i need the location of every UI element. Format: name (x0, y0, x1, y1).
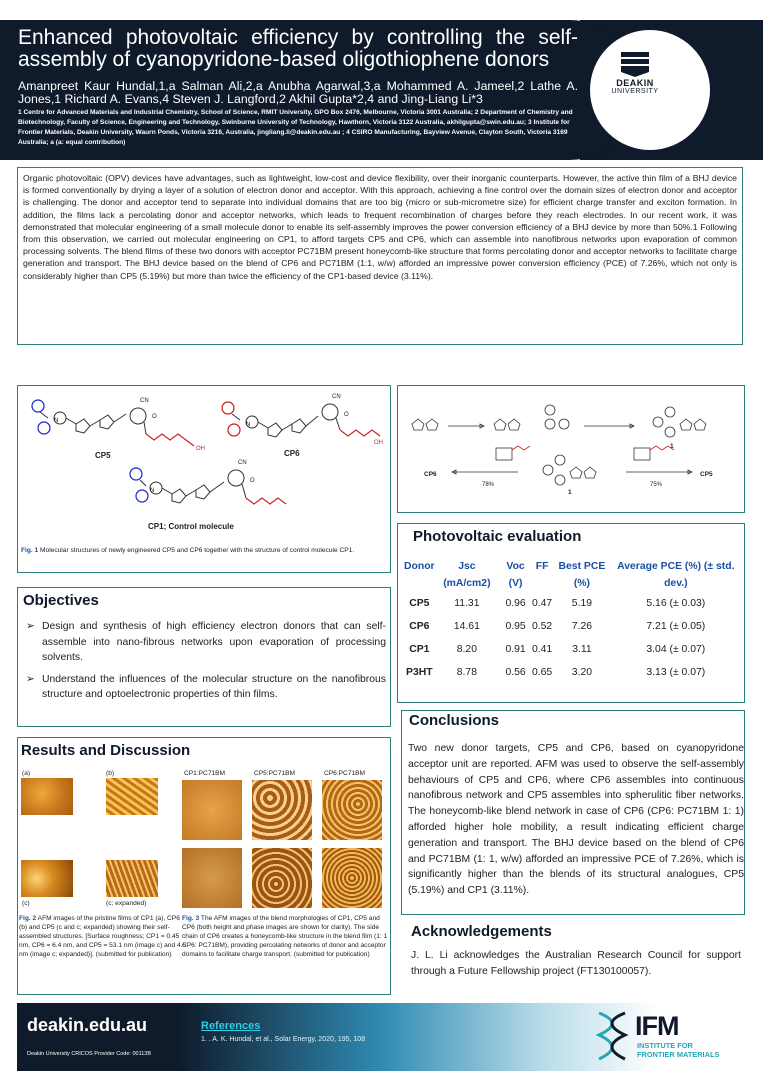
table-row (404, 638, 740, 661)
table-cell: 0.91 (505, 644, 526, 655)
scheme-yield-cp6: 78% (482, 482, 495, 488)
atom-o-cp5: O (152, 414, 157, 420)
fig2-panel-label-b: (b) (106, 770, 115, 777)
deakin-logo (600, 50, 670, 95)
affiliations: 1 Centre for Advanced Materials and Industrial Chemistry, School of Science, RMIT University, GPO Box 2476, Melbourne, Victoria 3001 Australia; 2 Department of Chemistry and Biotechnology, Faculty of Science, Engineering and Technology, Swinburne University of Technology, Hawthorn, Victoria 3122 Australia, akhilgupta@swin.edu.au; 3 Institute for Frontier Materials, Deakin University, Waurn Ponds, Victoria 3216, Australia, jingliang.li@deakin.edu.au ; 4 CSIRO Manufacturing, Bayview Avenue, Clayton South, Victoria 3169 Australia; a (a: equal contribution) (18, 109, 573, 146)
afm-image-c (21, 860, 73, 897)
table-cell: 0.95 (505, 621, 526, 632)
scheme-label-1-top: 1 (670, 443, 674, 450)
figure-2-caption-text: AFM images of the pristine films of CP1 (a), CP6 (b) and CP5 (c and c; expanded) showing their self-assembled structures. [Surface roughness; CP1 = 0.45 nm, CP6 = 6.4 nm, and CP5 = 53.1 nm (image c) and 4.5 nm (image c; expanded)]. (submitted for publication) (19, 915, 187, 958)
fig3-panel-label-cp5: CP5:PC71BM (254, 770, 296, 777)
table-cell: P3HT (406, 667, 433, 678)
table-cell: 0.56 (505, 667, 526, 678)
deakin-logo-word: DEAKIN (616, 78, 654, 88)
table-cell: 0.96 (505, 598, 526, 609)
table-cell: 5.16 (± 0.03) (646, 598, 706, 609)
synthesis-scheme (397, 385, 745, 513)
ifm-logo-word: IFM (635, 1011, 679, 1041)
scheme-yield-cp5: 75% (650, 482, 663, 488)
atom-oh-cp6: OH (374, 440, 383, 446)
afm-blend-cp5-phase (252, 848, 312, 908)
acknowledgements-text: J. L. Li acknowledges the Australian Research Council for support through a Future Fellowship project (FT130100057). (411, 950, 741, 977)
atom-cn-cp5: CN (140, 398, 149, 404)
figure-2-caption (19, 914, 187, 959)
scheme-label-cp6: CP6 (424, 471, 437, 478)
figure-2-caption-prefix: Fig. 2 (19, 915, 37, 922)
afm-image-a (21, 778, 73, 815)
column-header: FF (535, 561, 549, 572)
footer-url[interactable]: deakin.edu.au (27, 1015, 148, 1035)
atom-oh-cp5: OH (196, 446, 205, 452)
author-list: Amanpreet Kaur Hundal,1,a Salman Ali,2,a Anubha Agarwal,3,a Mohammed A. Jameel,2 Lathe A. Jones,1 Richard A. Evans,4 Steven J. Langford,2 Akhil Gupta*2,4 and Jing-Liang Li*3 (18, 79, 578, 106)
table-cell: 11.31 (454, 598, 480, 609)
atom-o-cp1: O (250, 478, 255, 484)
figure-3-caption (182, 914, 392, 959)
abstract-text: Organic photovoltaic (OPV) devices have advantages, such as lightweight, low-cost and device flexibility, over their inorganic counterparts. However, the active thin film of a BHJ device is formed conventionally by drying a layer of a solution of electron donor and acceptor. With this approach, achieving a fine control over the domain sizes of electron donor and acceptor is challenging. The donor and acceptor tend to separate into individual domains that are too big (micro or sub-micrometre size) for efficient charge transfer and exciton formation. In addition, the films lack a percolating donor and acceptor networks, which leads to frequent recombination of charges before they reach electrodes. In our recent work, it was demonstrated that molecular engineering of a small molecule donor to enable its self-assembly improves the power conversion efficiency of a BHJ device by more than 50%.1 Following from this observation, we carried out molecular engineering on CP1, to afford targets CP5 and CP6, which can assemble into nanofibrous networks upon evaporation of common processing solvents. The blend films of these two donors with acceptor PC71BM present honeycomb-like structure that forms percolating donor and acceptor networks to facilitate charge generation and transport. The BHJ device based on the blend of CP6 and PC71BM (1:1, w/w) afforded an impressive power conversion efficiency (PCE) of 7.26%, which not only is considerably higher than CP5 (5.19%) but more than twice the efficiency of the CP1-based device (3.11%). (23, 173, 737, 281)
scheme-label-cp5: CP5 (700, 471, 713, 478)
results-title: Results and Discussion (21, 742, 191, 759)
list-item (26, 619, 386, 666)
fig3-panel-label-cp6: CP6:PC71BM (324, 770, 366, 777)
synthesis-scheme-diagram (398, 386, 744, 512)
atom-cn-cp1: CN (238, 460, 247, 466)
label-cp1: CP1; Control molecule (148, 522, 234, 531)
table-row (404, 615, 740, 638)
figure-1-caption (21, 546, 387, 555)
atom-cn-cp6: CN (332, 394, 341, 400)
fig3-panel-label-cp1: CP1:PC71BM (184, 770, 226, 777)
label-cp5: CP5 (95, 451, 111, 460)
table-cell: 7.26 (571, 621, 593, 632)
fig2-panel-label-a: (a) (22, 770, 31, 777)
cricos-code: Deakin University CRICOS Provider Code: 00113B (27, 1051, 152, 1057)
table-cell: 14.61 (453, 621, 480, 632)
arrow-bullet-icon: ➢ (26, 621, 35, 632)
afm-blend-cp6-phase (322, 848, 382, 908)
deakin-crest-icon (615, 50, 655, 78)
scheme-label-1-bottom: 1 (568, 489, 572, 496)
objectives-title: Objectives (23, 592, 99, 609)
abstract-box (17, 167, 743, 345)
afm-image-c-expanded (106, 860, 158, 897)
photovoltaic-evaluation-section (397, 523, 745, 703)
table-cell: 0.47 (531, 598, 553, 609)
conclusions-title: Conclusions (409, 712, 500, 729)
table-cell: 0.65 (531, 667, 553, 678)
table-cell: CP6 (409, 621, 430, 632)
atom-n-cp1: N (150, 488, 155, 494)
pv-title: Photovoltaic evaluation (413, 528, 582, 545)
table-cell: 0.41 (531, 644, 553, 655)
fig2-panel-label-c-expanded: (c; expanded) (106, 900, 147, 907)
poster-title: Enhanced photovoltaic efficiency by controlling the self-assembly of cyanopyridone-based oligothiophene donors (18, 26, 578, 71)
table-cell: 7.21 (± 0.05) (646, 621, 706, 632)
table-cell: 8.78 (456, 667, 477, 678)
afm-blend-cp1-phase (182, 848, 242, 908)
objectives-list (26, 619, 386, 709)
ifm-logo-sub (637, 1042, 719, 1059)
label-cp6: CP6 (284, 449, 300, 458)
conclusions-section (401, 710, 745, 915)
table-cell: 5.19 (571, 598, 593, 609)
table-cell: CP1 (409, 644, 430, 655)
column-header: Best PCE (%) (558, 561, 606, 589)
objective-text: Understand the influences of the molecular structure on the nanofibrous structure and optoelectronic properties of thin films. (42, 673, 386, 700)
afm-blend-cp5-height (252, 780, 312, 840)
afm-image-b (106, 778, 158, 815)
table-cell: 3.20 (571, 667, 593, 678)
table-cell: 0.52 (531, 621, 553, 632)
figure-3-caption-prefix: Fig. 3 (182, 915, 200, 922)
column-header: Voc (V) (506, 561, 525, 589)
afm-blend-cp1-height (182, 780, 242, 840)
column-header: Donor (404, 561, 435, 572)
table-row (404, 661, 740, 684)
references-title: References (201, 1020, 261, 1032)
pv-table (404, 558, 740, 684)
list-item (26, 672, 386, 703)
figure-1-caption-text: Molecular structures of newly engineered CP5 and CP6 together with the structure of control molecule CP1. (38, 547, 355, 554)
afm-blend-cp6-height (322, 780, 382, 840)
reference-item: 1. . A. K. Hundal, et al., Solar Energy, 2020, 195, 108 (201, 1036, 366, 1043)
table-cell: 3.11 (572, 644, 592, 655)
molecular-structures-diagram (18, 386, 390, 546)
fig2-panel-label-c: (c) (22, 900, 30, 907)
ifm-helix-icon (593, 1009, 631, 1065)
atom-o-cp6: O (344, 412, 349, 418)
atom-n-cp6: N (246, 422, 251, 428)
poster-footer (17, 1003, 745, 1071)
column-header: Jsc (mA/cm2) (443, 561, 491, 589)
ifm-logo (593, 1009, 743, 1067)
table-cell: 3.04 (± 0.07) (646, 644, 706, 655)
objective-text: Design and synthesis of high efficiency electron donors that can self-assemble into nano-fibrous networks upon evaporation of processing solvents. (42, 621, 386, 663)
table-header-row (404, 558, 740, 592)
figure-3-caption-text: The AFM images of the blend morphologies of CP1, CP5 and CP6 (both height and phase images are shown for clarity). The side chain of CP6 creates a honeycomb-like structure in the blend film (1: 1 CP6: PC71BM), providing percolating networks of donor and acceptor domains to facilitate charge transport. (submitted for publication) (182, 915, 388, 958)
acknowledgements-title: Acknowledgements (411, 923, 552, 940)
figure-1-caption-prefix: Fig. 1 (21, 547, 39, 554)
conclusions-text: Two new donor targets, CP5 and CP6, based on cyanopyridone acceptor unit are reported. AFM was used to observe the self-assembly behaviours of CP5 and CP6, where CP6 assembles into continuous nanofibrous network and CP5 assembles into spherulitic fiber networks. The honeycomb-like blend network in case of CP6 (CP6: PC71BM 1: 1) afforded higher hole mobility, a result indicating efficient charge generation and transport. The BHJ device based on the blend of CP6 and PC71BM (1: 1, w/w) afforded an impressive PCE of 7.26%, which is significantly higher than the blends of its structural analogues, CP5 (5.19%) and CP1 (3.11%). (408, 743, 744, 897)
objectives-section (17, 587, 391, 727)
table-cell: 3.13 (± 0.07) (646, 667, 706, 678)
atom-n-cp5: N (54, 418, 59, 424)
table-row (404, 592, 740, 615)
column-header: Average PCE (%) (± std. dev.) (617, 561, 735, 589)
poster-header (0, 0, 763, 162)
deakin-logo-sub: UNIVERSITY (611, 88, 659, 95)
table-cell: 8.20 (456, 644, 477, 655)
figure-1-structures (17, 385, 391, 573)
ifm-logo-sub-line-2: FRONTIER MATERIALS (637, 1049, 720, 1059)
arrow-bullet-icon: ➢ (26, 673, 35, 685)
results-section (17, 737, 391, 995)
ifm-logo-sub-line-1: INSTITUTE FOR (637, 1041, 693, 1050)
table-cell: CP5 (409, 598, 430, 609)
